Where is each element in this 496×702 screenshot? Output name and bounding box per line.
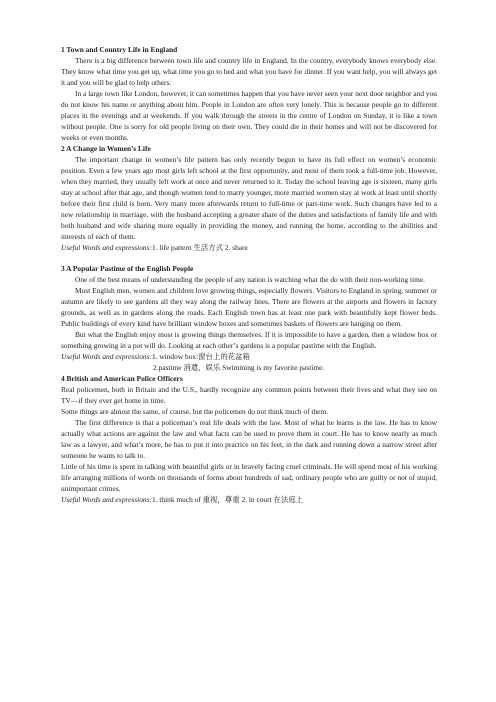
section-2-title: 2 A Change in Women’s Life bbox=[61, 144, 151, 153]
section-4-paragraph-2: Some things are almost the same, of course, but the policemen do not think much of them. bbox=[61, 407, 329, 416]
section-1-title: 1 Town and Country Life in England bbox=[61, 45, 178, 54]
useful-words-items: 1. life pattern 生活方式 2. share bbox=[151, 243, 248, 252]
useful-words-items: 1. think much of 重视，尊重 2. in court 在法庭上 bbox=[151, 495, 304, 504]
spacer bbox=[61, 253, 437, 263]
section-4-useful-words bbox=[61, 494, 437, 505]
section-1-paragraph-1: There is a big difference between town life and country life in England. In the country, everybody knows everybody else. They know what time you get up, what time you go to bed and what you have for dinner. If you want help, you will always get it and you will be glad to help others. bbox=[61, 56, 437, 87]
useful-words-label: Useful Words and expressions: bbox=[61, 243, 152, 252]
useful-words-label: Useful Words and expressions: bbox=[61, 352, 152, 361]
section-3-paragraph-2: Most English men, women and children love growing things, especially flowers. Visitors to England in spring, summer or autumn are likely to see gardens all they way along the railway lines. There are flowers at the airports and flowers in factory grounds, as well as in gardens along the roads. Each English town has at least one park with beautifully kept flower beds. Public buildings of every kind have brilliant window boxes and sometimes baskets of flowers are hanging on them. bbox=[61, 286, 437, 328]
section-4-paragraph-3: The first difference is that a policeman’s real life deals with the law. Most of what he learns is the law. He has to know actually what actions are against the law and what facts can be used to prove them in court. He has to know nearly as much law as a lawyer, and what’s more, he has to put it into practice on his feet, in the dark and running down a narrow street after someone he wants to talk to. bbox=[61, 418, 437, 460]
section-3-useful-words bbox=[61, 351, 437, 362]
section-1-paragraph-2: In a large town like London, however, it can sometimes happen that you have never seen your next door neighbor and you do not know his name or anything about him. People in London are often very lonely. This is because people go to different places in the evenings and at weekends. If you walk through the streets in the centre of London on Sunday, it is like a town without people. One is sorry for old people living on their own. They could die in their homes and will not be discovered for weeks or even months. bbox=[61, 89, 437, 142]
section-3-useful-words-2: 2.pastime 消遣，娱乐 Swimming is my favorite pastime. bbox=[153, 363, 325, 372]
section-3-paragraph-1: One of the best means of understanding the people of any nation is watching what the do with their non-working time. bbox=[75, 275, 425, 284]
section-3-title: 3 A Popular Pastime of the English People bbox=[61, 264, 194, 273]
useful-words-label: Useful Words and expressions: bbox=[61, 495, 152, 504]
section-2-useful-words bbox=[61, 242, 437, 253]
document-page bbox=[61, 44, 437, 505]
section-3-paragraph-3: But what the English enjoy most is growing things themselves. If it is impossible to have a garden, then a window box or something growing in a pot will do. Looking at each other’s gardens is a popular pastime with the English. bbox=[61, 330, 437, 350]
useful-words-items: 1. window box:窗台上的花盆箱 bbox=[151, 352, 250, 361]
section-4-title: 4 British and American Police Officers bbox=[61, 374, 183, 383]
section-2-paragraph-1: The important change in women’s life pattern has only recently begun to have its full effect on women’s economic position. Even a few years ago most girls left school at the first opportunity, and most of them took a full-time job. However, when they married, they usually left work at once and never returned to it. Today the school leaving age is sixteen, many girls stay at school after that age, and though women tend to marry younger, more married women stay at work at least until shortly before their first child is born. Very many more afterwards return to full-time or part-time work. Such changes have led to a new relationship in marriage, with the husband accepting a greater share of the duties and satisfactions of family life and with both husband and wife sharing more equally in providing the money, and running the home, according to the abilities and interests of each of them. bbox=[61, 155, 437, 241]
section-4-paragraph-4: Little of his time is spent in talking with beautiful girls or in bravely facing cruel criminals. He will spend most of his working life arranging millions of words on thousands of forms about hundreds of sad, ordinary people who are guilty or not of stupid, unimportant crimes. bbox=[61, 462, 437, 493]
section-4-paragraph-1: Real policemen, both in Britain and the U.S., hardly recognize any common points between their lives and what they see on TV—if they ever get home in time. bbox=[61, 385, 437, 405]
